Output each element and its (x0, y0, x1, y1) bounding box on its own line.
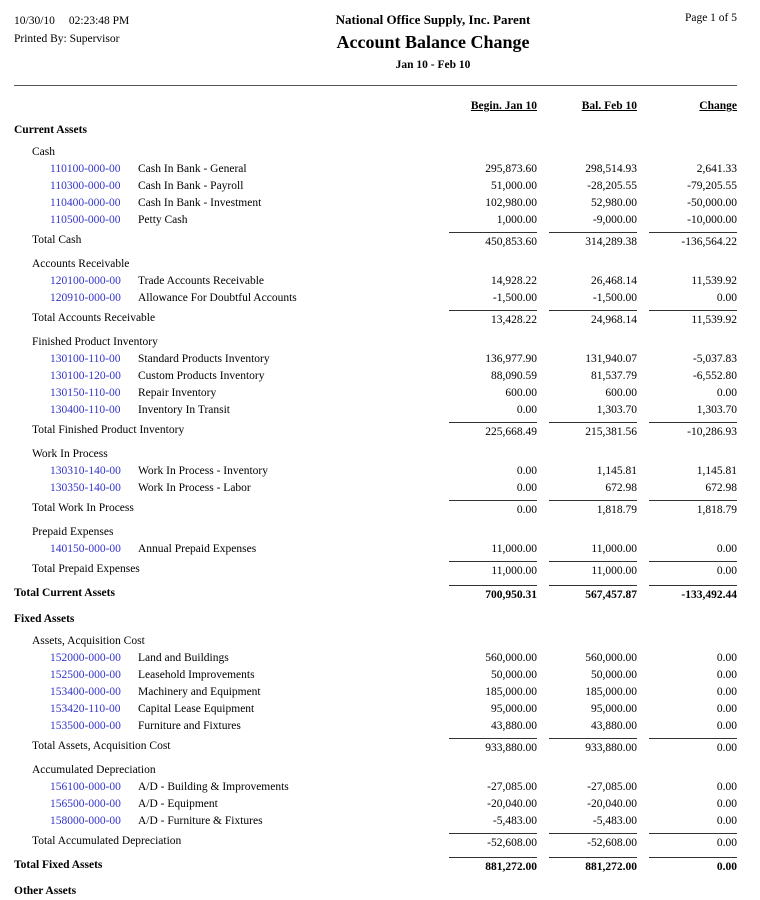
amount-bal: 1,145.81 (596, 465, 637, 477)
group-header (14, 144, 737, 161)
group-total-label: Total Cash (32, 234, 82, 246)
account-label-cell (14, 667, 437, 684)
amount-change: 2,641.33 (696, 163, 737, 175)
section-header (14, 122, 737, 139)
amount-begin: -20,040.00 (487, 798, 537, 810)
report-body (14, 122, 737, 900)
account-description: Capital Lease Equipment (138, 703, 255, 715)
amount-change: -5,037.83 (692, 353, 737, 365)
amount-change: 0.00 (716, 703, 737, 715)
amount-change: -50,000.00 (687, 197, 737, 209)
group-total-row (14, 422, 737, 441)
account-row (14, 212, 737, 229)
amount-change: 1,145.81 (696, 465, 737, 477)
report-period: Jan 10 - Feb 10 (395, 59, 471, 71)
column-headers (14, 98, 737, 115)
group-total-label: Total Accumulated Depreciation (32, 835, 182, 847)
group-total-row (14, 232, 737, 251)
print-date: 10/30/10 (14, 15, 55, 27)
account-label-cell (14, 813, 437, 830)
amount-change: -136,564.22 (649, 232, 737, 251)
account-label-cell (14, 290, 437, 307)
print-datetime (14, 12, 239, 30)
group-header (14, 446, 737, 463)
amount-change: -79,205.55 (687, 180, 737, 192)
amount-bal: -1,500.00 (592, 292, 637, 304)
account-row (14, 650, 737, 667)
company-name: National Office Supply, Inc. Parent (335, 12, 531, 27)
column-header-spacer (14, 98, 437, 115)
amount-change: 0.00 (716, 387, 737, 399)
account-row (14, 368, 737, 385)
account-description: Petty Cash (138, 214, 188, 226)
amount-bal: 314,289.38 (549, 232, 637, 251)
account-description: Repair Inventory (138, 387, 217, 399)
amount-begin: 11,000.00 (449, 561, 537, 580)
amount-begin: 0.00 (516, 465, 537, 477)
account-label-cell (14, 701, 437, 718)
section-title: Fixed Assets (14, 613, 75, 625)
amount-begin: 102,980.00 (485, 197, 537, 209)
print-info (14, 12, 239, 49)
amount-begin: 1,000.00 (496, 214, 537, 226)
amount-bal: 567,457.87 (549, 585, 637, 604)
column-header-change-label: Change (699, 100, 737, 112)
amount-change: 0.00 (716, 543, 737, 555)
group-total-row (14, 833, 737, 852)
amount-change: 672.98 (705, 482, 737, 494)
account-row (14, 701, 737, 718)
account-number-link[interactable]: 130310-140-00 (50, 465, 121, 477)
group-total-label: Total Work In Process (32, 502, 134, 514)
amount-change: 0.00 (716, 652, 737, 664)
account-number-link[interactable]: 130150-110-00 (50, 387, 121, 399)
header-divider (14, 85, 737, 86)
group-title: Accumulated Depreciation (32, 764, 156, 776)
account-description: A/D - Equipment (138, 798, 218, 810)
account-row (14, 667, 737, 684)
account-row (14, 273, 737, 290)
amount-bal: 24,968.14 (549, 310, 637, 329)
amount-begin: 560,000.00 (485, 652, 537, 664)
amount-begin: 295,873.60 (485, 163, 537, 175)
account-label-cell (14, 178, 437, 195)
account-label-cell (14, 463, 437, 480)
account-label-cell (14, 385, 437, 402)
account-number-link[interactable]: 156500-000-00 (50, 798, 121, 810)
group-title: Prepaid Expenses (32, 526, 114, 538)
account-number-link[interactable]: 130100-110-00 (50, 353, 121, 365)
amount-bal: 215,381.56 (549, 422, 637, 441)
account-label-cell (14, 779, 437, 796)
account-description: Work In Process - Inventory (138, 465, 269, 477)
account-number-link[interactable]: 156100-000-00 (50, 781, 121, 793)
account-label-cell (14, 541, 437, 558)
amount-begin: 14,928.22 (491, 275, 537, 287)
group-total-label: Total Prepaid Expenses (32, 563, 140, 575)
amount-bal: -27,085.00 (587, 781, 637, 793)
section-total-row (14, 585, 737, 604)
section-total-row (14, 857, 737, 876)
amount-bal: 11,000.00 (591, 543, 637, 555)
amount-begin: 0.00 (449, 500, 537, 519)
account-number-link[interactable]: 110100-000-00 (50, 163, 121, 175)
amount-begin: -5,483.00 (492, 815, 537, 827)
amount-begin: -1,500.00 (492, 292, 537, 304)
amount-begin: 95,000.00 (491, 703, 537, 715)
account-number-link[interactable]: 110500-000-00 (50, 214, 121, 226)
account-label-cell (14, 195, 437, 212)
amount-bal: 43,880.00 (591, 720, 637, 732)
section-total-label: Total Fixed Assets (14, 859, 103, 871)
account-number-link[interactable]: 130400-110-00 (50, 404, 121, 416)
account-row (14, 195, 737, 212)
account-description: Leasehold Improvements (138, 669, 255, 681)
amount-change: 0.00 (716, 686, 737, 698)
print-time: 02:23:48 PM (68, 15, 130, 27)
account-label-cell (14, 402, 437, 419)
account-row (14, 463, 737, 480)
group-title: Finished Product Inventory (32, 336, 158, 348)
account-row (14, 385, 737, 402)
account-number-link[interactable]: 152000-000-00 (50, 652, 121, 664)
amount-begin: -52,608.00 (449, 833, 537, 852)
account-number-link[interactable]: 140150-000-00 (50, 543, 121, 555)
amount-bal: 560,000.00 (585, 652, 637, 664)
amount-begin: 700,950.31 (449, 585, 537, 604)
account-number-link[interactable]: 158000-000-00 (50, 815, 121, 827)
report-title: Account Balance Change (336, 32, 530, 52)
group-header (14, 524, 737, 541)
group-total-label: Total Finished Product Inventory (32, 424, 185, 436)
account-row (14, 351, 737, 368)
printed-by: Printed By: Supervisor (14, 33, 120, 46)
amount-begin: 225,668.49 (449, 422, 537, 441)
amount-bal: -28,205.55 (587, 180, 637, 192)
account-label-cell (14, 212, 437, 229)
amount-change: -6,552.80 (692, 370, 737, 382)
account-row (14, 178, 737, 195)
account-description: Machinery and Equipment (138, 686, 261, 698)
amount-begin: 450,853.60 (449, 232, 537, 251)
group-header (14, 256, 737, 273)
section-title: Current Assets (14, 124, 87, 136)
group-title: Work In Process (32, 448, 108, 460)
account-description: Work In Process - Labor (138, 482, 251, 494)
column-header-bal (537, 98, 637, 115)
amount-change: 0.00 (716, 781, 737, 793)
amount-bal: 1,303.70 (596, 404, 637, 416)
section-total-label: Total Current Assets (14, 587, 115, 599)
amount-bal: 600.00 (605, 387, 637, 399)
account-number-link[interactable]: 120910-000-00 (50, 292, 121, 304)
amount-bal: 881,272.00 (549, 857, 637, 876)
group-total-row (14, 561, 737, 580)
account-row (14, 718, 737, 735)
column-header-begin (437, 98, 537, 115)
column-header-bal-label: Bal. Feb 10 (581, 100, 637, 112)
amount-change: -10,286.93 (649, 422, 737, 441)
amount-change: -133,492.44 (649, 585, 737, 604)
amount-change: 1,303.70 (696, 404, 737, 416)
amount-change: 0.00 (716, 798, 737, 810)
amount-begin: 51,000.00 (491, 180, 537, 192)
group-total-label: Total Assets, Acquisition Cost (32, 740, 171, 752)
section-header (14, 611, 737, 628)
account-description: Furniture and Fixtures (138, 720, 241, 732)
amount-change: 11,539.92 (691, 275, 737, 287)
account-description: Land and Buildings (138, 652, 229, 664)
account-row (14, 779, 737, 796)
account-row (14, 813, 737, 830)
amount-begin: 136,977.90 (485, 353, 537, 365)
group-total-row (14, 738, 737, 757)
account-description: Cash In Bank - Investment (138, 197, 262, 209)
amount-bal: 1,818.79 (549, 500, 637, 519)
amount-change: -10,000.00 (687, 214, 737, 226)
group-total-row (14, 310, 737, 329)
amount-bal: 298,514.93 (585, 163, 637, 175)
amount-bal: 50,000.00 (591, 669, 637, 681)
amount-begin: 0.00 (516, 482, 537, 494)
account-number-link[interactable]: 153500-000-00 (50, 720, 121, 732)
account-label-cell (14, 351, 437, 368)
amount-begin: 881,272.00 (449, 857, 537, 876)
account-row (14, 290, 737, 307)
column-header-change (637, 98, 737, 115)
account-number-link[interactable]: 153420-110-00 (50, 703, 121, 715)
group-total-label: Total Accounts Receivable (32, 312, 156, 324)
account-description: Cash In Bank - General (138, 163, 247, 175)
account-description: Standard Products Inventory (138, 353, 270, 365)
account-row (14, 161, 737, 178)
account-description: Annual Prepaid Expenses (138, 543, 257, 555)
amount-begin: 11,000.00 (491, 543, 537, 555)
account-label-cell (14, 161, 437, 178)
amount-bal: 672.98 (605, 482, 637, 494)
amount-bal: 185,000.00 (585, 686, 637, 698)
group-header (14, 334, 737, 351)
account-row (14, 541, 737, 558)
account-number-link[interactable]: 130350-140-00 (50, 482, 121, 494)
group-header (14, 633, 737, 650)
amount-bal: 26,468.14 (591, 275, 637, 287)
amount-begin: 43,880.00 (491, 720, 537, 732)
account-number-link[interactable]: 153400-000-00 (50, 686, 121, 698)
amount-change: 0.00 (649, 738, 737, 757)
amount-bal: 933,880.00 (549, 738, 637, 757)
account-row (14, 402, 737, 419)
page-number: Page 1 of 5 (684, 12, 737, 24)
account-description: Trade Accounts Receivable (138, 275, 265, 287)
account-number-link[interactable]: 152500-000-00 (50, 669, 121, 681)
group-title: Cash (32, 146, 55, 158)
amount-bal: 11,000.00 (549, 561, 637, 580)
amount-bal: 95,000.00 (591, 703, 637, 715)
amount-begin: 0.00 (516, 404, 537, 416)
account-row (14, 796, 737, 813)
group-title: Assets, Acquisition Cost (32, 635, 145, 647)
amount-change: 0.00 (716, 720, 737, 732)
amount-change: 11,539.92 (649, 310, 737, 329)
account-label-cell (14, 480, 437, 497)
amount-bal: -5,483.00 (592, 815, 637, 827)
amount-begin: 185,000.00 (485, 686, 537, 698)
amount-bal: 52,980.00 (591, 197, 637, 209)
amount-bal: -20,040.00 (587, 798, 637, 810)
account-label-cell (14, 796, 437, 813)
amount-change: 0.00 (716, 669, 737, 681)
account-number-link[interactable]: 130100-120-00 (50, 370, 121, 382)
amount-begin: 88,090.59 (491, 370, 537, 382)
account-row (14, 480, 737, 497)
amount-bal: -52,608.00 (549, 833, 637, 852)
amount-bal: 131,940.07 (585, 353, 637, 365)
report-header (14, 12, 737, 71)
account-description: Allowance For Doubtful Accounts (138, 292, 297, 304)
amount-begin: 13,428.22 (449, 310, 537, 329)
amount-begin: -27,085.00 (487, 781, 537, 793)
account-description: Cash In Bank - Payroll (138, 180, 244, 192)
account-description: Custom Products Inventory (138, 370, 265, 382)
account-label-cell (14, 368, 437, 385)
account-label-cell (14, 684, 437, 701)
account-number-link[interactable]: 110300-000-00 (50, 180, 121, 192)
amount-begin: 933,880.00 (449, 738, 537, 757)
amount-begin: 50,000.00 (491, 669, 537, 681)
amount-bal: -9,000.00 (592, 214, 637, 226)
section-title: Other Assets (14, 885, 77, 897)
report-title-block (239, 12, 627, 71)
account-description: A/D - Furniture & Fixtures (138, 815, 263, 827)
amount-change: 0.00 (716, 815, 737, 827)
account-label-cell (14, 650, 437, 667)
account-description: Inventory In Transit (138, 404, 230, 416)
column-header-begin-label: Begin. Jan 10 (470, 100, 537, 112)
amount-change: 0.00 (649, 833, 737, 852)
account-number-link[interactable]: 110400-000-00 (50, 197, 121, 209)
amount-change: 1,818.79 (649, 500, 737, 519)
account-number-link[interactable]: 120100-000-00 (50, 275, 121, 287)
amount-change: 0.00 (716, 292, 737, 304)
account-description: A/D - Building & Improvements (138, 781, 289, 793)
amount-change: 0.00 (649, 561, 737, 580)
account-label-cell (14, 718, 437, 735)
group-title: Accounts Receivable (32, 258, 130, 270)
account-row (14, 684, 737, 701)
amount-change: 0.00 (649, 857, 737, 876)
group-total-row (14, 500, 737, 519)
amount-bal: 81,537.79 (591, 370, 637, 382)
group-header (14, 762, 737, 779)
account-label-cell (14, 273, 437, 290)
amount-begin: 600.00 (505, 387, 537, 399)
